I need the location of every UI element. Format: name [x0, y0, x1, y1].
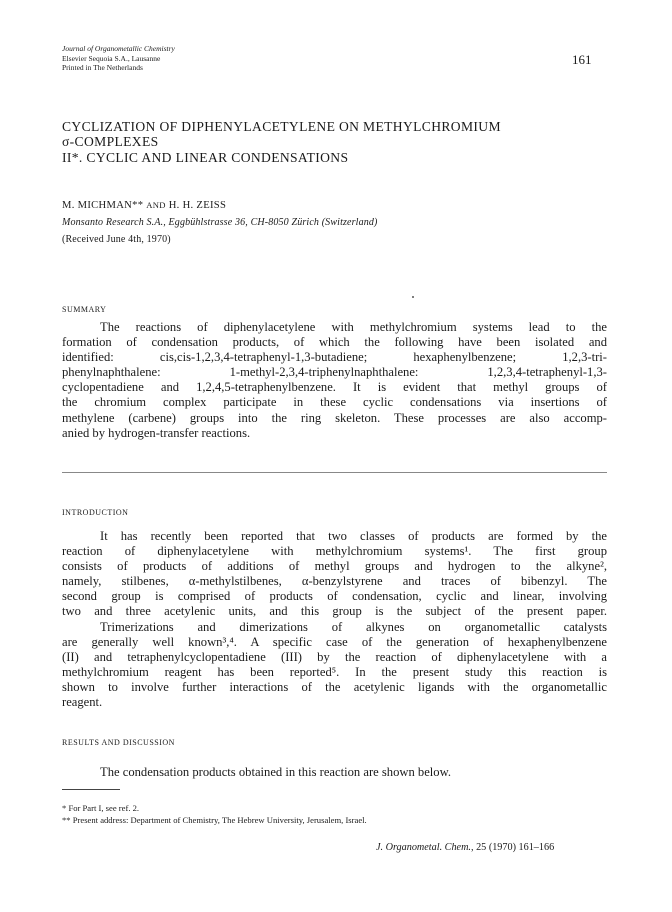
footnote-1: * For Part I, see ref. 2.	[62, 803, 140, 813]
publisher: Elsevier Sequoia S.A., Lausanne	[62, 53, 161, 63]
summary-line: cyclopentadiene and 1,2,4,5-tetraphenylbenzene. It is evident that methyl groups of	[62, 380, 607, 395]
summary-line: methylene (carbene) groups into the ring skeleton. These processes are also accomp-	[62, 410, 607, 425]
summary-line: anied by hydrogen-transfer reactions.	[62, 425, 251, 440]
results-paragraph	[62, 765, 607, 780]
journal-info	[62, 44, 175, 73]
footnotes	[62, 803, 367, 826]
intro-line: shown to involve further interactions of the acetylenic ligands with the organometallic	[62, 679, 607, 694]
intro-line: reagent.	[62, 695, 103, 710]
title-line-2: σ-COMPLEXES	[62, 134, 159, 150]
title-line-1: CYCLIZATION OF DIPHENYLACETYLENE ON METHYLCHROMIUM	[62, 119, 501, 134]
citation-details: 25 (1970) 161–166	[476, 842, 555, 853]
introduction-paragraphs	[62, 529, 607, 710]
summary-paragraph	[62, 320, 607, 441]
intro-line: namely, stilbenes, α-methylstilbenes, α-benzylstyrene and traces of bibenzyl. The	[62, 574, 607, 589]
results-heading: RESULTS AND DISCUSSION	[62, 738, 175, 747]
intro-line: consists of products of additions of methyl groups and hydrogen to the alkyne²,	[62, 559, 607, 574]
journal-name: Journal of Organometallic Chemistry	[62, 44, 175, 53]
journal-citation	[376, 842, 554, 853]
summary-heading: SUMMARY	[62, 305, 107, 314]
footnote-rule	[62, 789, 120, 790]
section-divider	[62, 472, 607, 473]
printed-in: Printed in The Netherlands	[62, 63, 143, 72]
summary-line: formation of condensation products, of which the following have been isolated and	[62, 335, 607, 350]
author-line	[62, 200, 226, 211]
summary-line: phenylnaphthalene: 1-methyl-2,3,4-triphenylnaphthalene: 1,2,3,4-tetraphenyl-1,3-	[62, 365, 607, 380]
results-line: The condensation products obtained in this reaction are shown below.	[100, 765, 452, 779]
intro-line: Trimerizations and dimerizations of alkynes on organometallic catalysts	[100, 619, 607, 634]
author-2: H. H. ZEISS	[168, 200, 227, 211]
page-number: 161	[572, 52, 592, 67]
intro-line: are generally well known³,⁴. A specific case of the generation of hexaphenylbenzene	[62, 634, 607, 649]
title-line-3: II*. CYCLIC AND LINEAR CONDENSATIONS	[62, 149, 349, 165]
summary-line: identified: cis,cis-1,2,3,4-tetraphenyl-1,3-butadiene; hexaphenylbenzene; 1,2,3-tri-	[62, 350, 607, 365]
intro-line: It has recently been reported that two classes of products are formed by the	[100, 529, 607, 543]
introduction-heading: INTRODUCTION	[62, 508, 129, 517]
intro-line: reaction of diphenylacetylene with methylchromium systems¹. The first group	[62, 544, 607, 559]
author-conjunction: AND	[146, 200, 166, 210]
author-1: M. MICHMAN**	[62, 200, 144, 211]
paper-title	[62, 119, 622, 165]
intro-line: two and three acetylenic units, and this group is the subject of the present paper.	[62, 604, 607, 619]
citation-journal: J. Organometal. Chem.,	[376, 842, 474, 853]
summary-line: the chromium complex participate in these cyclic condensations via insertions of	[62, 395, 607, 410]
intro-line: (II) and tetraphenylcyclopentadiene (III) by the reaction of diphenylacetylene with a	[62, 649, 607, 664]
intro-line: methylchromium reagent has been reported⁵. In the present study this reaction is	[62, 664, 607, 679]
stray-mark	[412, 296, 414, 298]
received-date: (Received June 4th, 1970)	[62, 234, 171, 245]
intro-line: second group is comprised of products of condensation, cyclic and linear, involving	[62, 589, 607, 604]
footnote-2: ** Present address: Department of Chemistry, The Hebrew University, Jerusalem, Israel.	[62, 814, 367, 825]
affiliation: Monsanto Research S.A., Eggbühlstrasse 36, CH-8050 Zürich (Switzerland)	[62, 217, 378, 228]
summary-line: The reactions of diphenylacetylene with methylchromium systems lead to the	[100, 320, 607, 334]
